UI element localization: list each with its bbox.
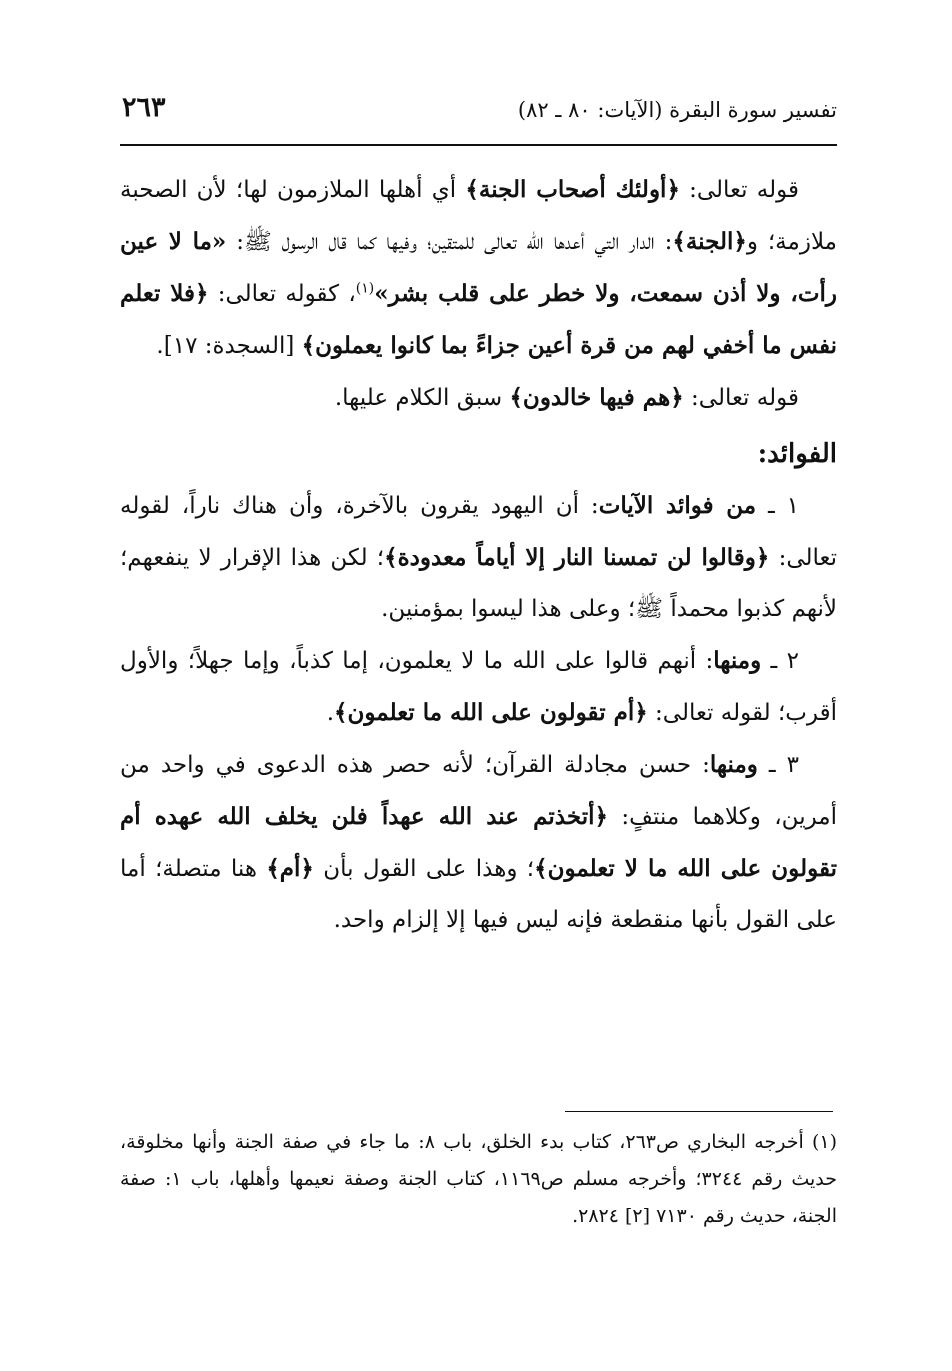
- quran-quote: ﴿وقالوا لن تمسنا النار إلا أياماً معدودة﴾: [384, 544, 770, 571]
- text-run: [السجدة: ١٧].: [156, 333, 302, 359]
- quran-quote: ﴿هم فيها خالدون﴾: [509, 384, 684, 411]
- item-number: ٢ ـ: [761, 648, 799, 674]
- item-label: ومنها: [709, 751, 758, 778]
- paragraph-1: [120, 164, 837, 372]
- item-number: ١ ـ: [756, 493, 799, 519]
- quran-quote: ﴿الجنة﴾: [672, 228, 747, 255]
- benefit-1: [120, 480, 837, 635]
- text-run: سبق الكلام عليها.: [334, 385, 510, 411]
- text-run: هنا متصلة؛ أما على القول بأنها منقطعة فإنه ليس فيها إلا إلزام واحد.: [120, 856, 837, 933]
- main-text: [120, 164, 837, 946]
- section-heading: الفوائد:: [757, 439, 837, 469]
- text-run: قوله تعالى:: [683, 385, 799, 411]
- text-run: ؛ لكن هذا الإقرار لا ينفعهم؛ لأنهم كذبوا محمداً ﷺ؛ وعلى هذا ليسوا بمؤمنين.: [120, 545, 837, 622]
- quran-quote: ﴿أم﴾: [266, 855, 314, 882]
- quran-quote: ﴿أم تقولون على الله ما تعلمون﴾: [334, 699, 648, 726]
- running-header: [120, 92, 837, 136]
- text-run: : الدار التي أعدها الله تعالى للمتقين؛ وفيها كما قال الرسول ﷺ:: [226, 229, 673, 255]
- benefit-3: [120, 739, 837, 946]
- item-label: من فوائد الآيات: [598, 492, 757, 519]
- footnote: [120, 1124, 837, 1235]
- text-run: أي أهلها الملازمون لها؛ لأن الصحبة ملازمة؛ و: [120, 177, 837, 255]
- paragraph-2: [120, 372, 837, 424]
- benefit-2: [120, 635, 837, 739]
- quran-quote: ﴿أتخذتم عند الله عهداً فلن يخلف الله عهده أم تقولون على الله ما لا تعلمون﴾: [120, 803, 837, 882]
- header-title: تفسير سورة البقرة (الآيات: ٨٠ ـ ٨٢): [517, 98, 837, 122]
- text-run: : حسن مجادلة القرآن؛ لأنه حصر هذه الدعوى في واحد من أمرين، وكلاهما منتفٍ:: [120, 752, 837, 830]
- text-run: .: [326, 700, 335, 726]
- text-run: ؛ وهذا على القول بأن: [313, 856, 535, 882]
- quran-quote: ﴿أولئك أصحاب الجنة﴾: [465, 176, 680, 203]
- item-number: ٣ ـ: [757, 752, 799, 778]
- page-number: ٢٦٣: [122, 92, 166, 123]
- header-divider: [120, 144, 837, 146]
- text-run: قوله تعالى:: [679, 177, 799, 203]
- footnote-marker: (١): [355, 280, 375, 297]
- hadith-quote: «ما لا عين رأت، ولا أذن سمعت، ولا خطر على قلب بشر»: [120, 228, 837, 307]
- text-run: ، كقوله تعالى:: [208, 281, 356, 307]
- footnote-text: (١) أخرجه البخاري ص٢٦٣، كتاب بدء الخلق، باب ٨: ما جاء في صفة الجنة وأنها مخلوقة، حديث رقم ٣٢٤٤؛ وأخرجه مسلم ص١١٦٩، كتاب الجنة وصفة نعيمها وأهلها، باب ١: صفة الجنة، حديث رقم ٧١٣٠ [٢] ٢٨٢٤.: [120, 1131, 838, 1227]
- text-run: : أنهم قالوا على الله ما لا يعلمون، إما كذباً، وإما جهلاً؛ والأول أقرب؛ لقوله تعالى:: [120, 648, 837, 726]
- item-label: ومنها: [713, 647, 762, 674]
- quran-quote: ﴿فلا تعلم نفس ما أخفي لهم من قرة أعين جزاءً بما كانوا يعملون﴾: [120, 280, 837, 359]
- text-run: : أن اليهود يقرون بالآخرة، وأن هناك ناراً، لقوله تعالى:: [120, 493, 838, 571]
- footnote-divider: [565, 1111, 833, 1112]
